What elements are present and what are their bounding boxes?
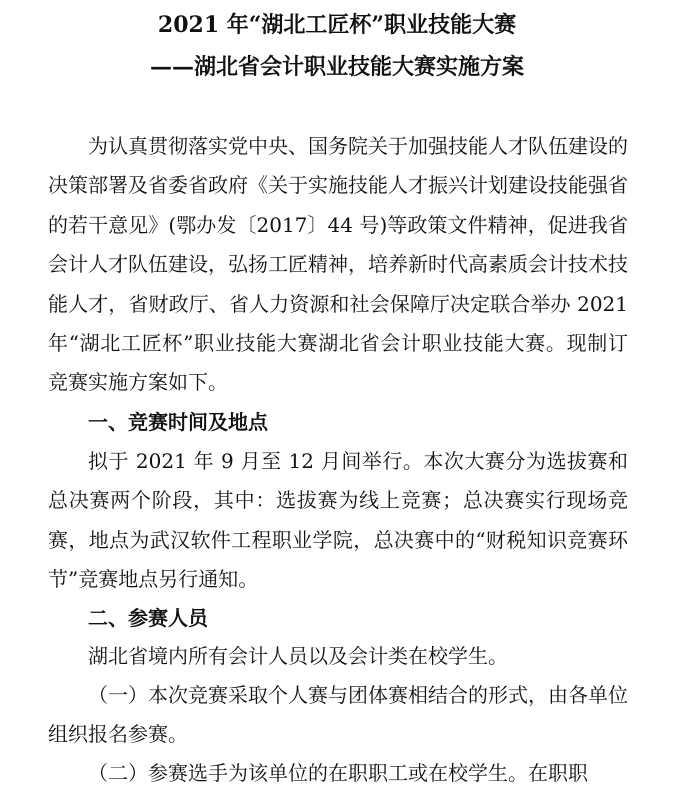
- section-heading-time-location: 一、竞赛时间及地点: [88, 410, 268, 434]
- document-title: 2021 年“湖北工匠杯”职业技能大赛: [157, 12, 517, 38]
- participants-item-2: （二）参赛选手为该单位的在职职工或在校学生。在职职: [88, 761, 588, 785]
- document-subtitle: ——湖北省会计职业技能大赛实施方案: [149, 54, 524, 80]
- intro-paragraph: 为认真贯彻落实党中央、国务院关于加强技能人才队伍建设的决策部署及省委省政府《关于实施技能人才振兴计划建设技能强省的若干意见》(鄂办发〔2017〕44 号)等政策文件精神，促进我省会计人才队伍建设，弘扬工匠精神，培养新时代高素质会计技术技能人才，省财政厅、省人力资源和社会保障厅决定联合举办 2021 年“湖北工匠杯”职业技能大赛湖北省会计职业技能大赛。现制订竞赛实施方案如下。: [48, 134, 628, 395]
- section-participants-paragraph: 湖北省境内所有会计人员以及会计类在校学生。: [88, 644, 508, 668]
- section-heading-participants: 二、参赛人员: [88, 606, 208, 630]
- section-time-location-paragraph: 拟于 2021 年 9 月至 12 月间举行。本次大赛分为选拔赛和总决赛两个阶段，其中：选拔赛为线上竞赛；总决赛实行现场竞赛，地点为武汉软件工程职业学院，总决赛中的“财税知识竞赛环节”竞赛地点另行通知。: [48, 449, 628, 592]
- participants-item-1: （一）本次竞赛采取个人赛与团体赛相结合的形式，由各单位组织报名参赛。: [48, 683, 628, 747]
